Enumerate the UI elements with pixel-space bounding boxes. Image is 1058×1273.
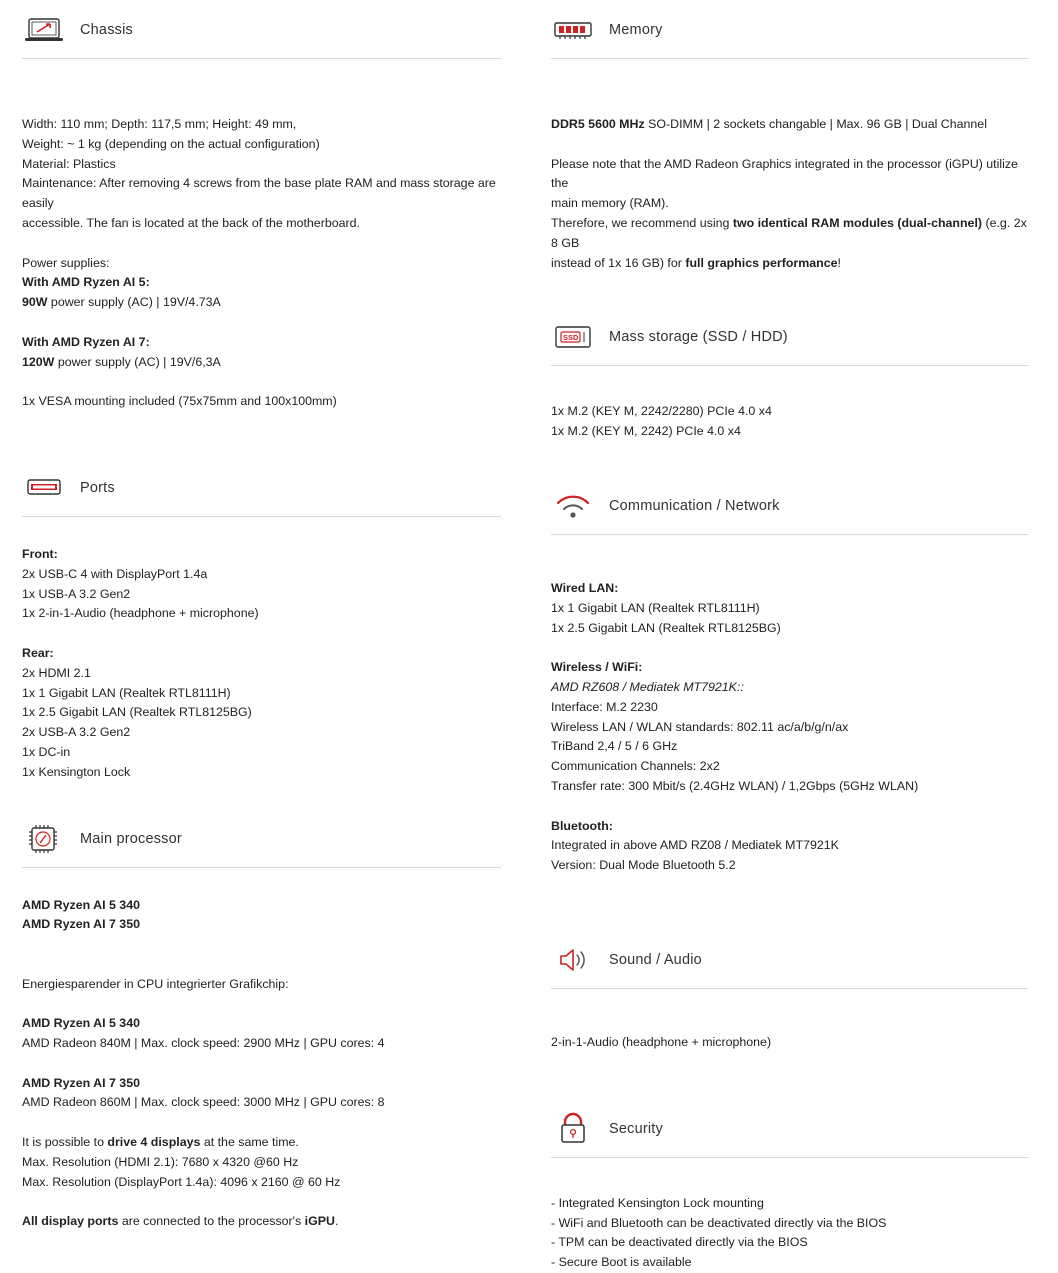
security-header bbox=[551, 1109, 1028, 1158]
chassis-line-4: accessible. The fan is located at the back of the motherboard. bbox=[22, 215, 360, 230]
wireless-2: TriBand 2,4 / 5 / 6 GHz bbox=[551, 739, 678, 754]
section-main-processor bbox=[22, 783, 501, 1233]
memory-note-2: main memory (RAM). bbox=[551, 196, 669, 211]
ps2-rest: power supply (AC) | 19V/6,3A bbox=[54, 354, 221, 369]
audio-title: Sound / Audio bbox=[609, 951, 702, 968]
memory-note-3-pre: Therefore, we recommend using bbox=[551, 215, 733, 230]
section-ports bbox=[22, 412, 501, 783]
right-column bbox=[529, 0, 1058, 1273]
front-port-1: 1x USB-A 3.2 Gen2 bbox=[22, 586, 131, 601]
displays-bold: drive 4 displays bbox=[107, 1135, 201, 1150]
wireless-module-text: AMD RZ608 / Mediatek MT7921K:: bbox=[551, 679, 744, 694]
memory-title: Memory bbox=[609, 22, 663, 38]
ports-title: Ports bbox=[80, 479, 115, 496]
cpu-model-2-text: AMD Ryzen AI 7 350 bbox=[22, 917, 140, 932]
chassis-line-2: Material: Plastics bbox=[22, 156, 116, 171]
ports-note-bold2: iGPU bbox=[304, 1214, 335, 1229]
storage-header bbox=[551, 317, 1028, 366]
displays-note bbox=[22, 1133, 501, 1153]
wifi-icon bbox=[551, 486, 595, 526]
igpu-intro: Energiesparender in CPU integrierter Grafikchip: bbox=[22, 976, 289, 991]
front-port-0: 2x USB-C 4 with DisplayPort 1.4a bbox=[22, 566, 208, 581]
security-line-1: - WiFi and Bluetooth can be deactivated directly via the BIOS bbox=[551, 1215, 887, 1230]
processor-title: Main processor bbox=[80, 830, 182, 847]
gpu-1-text: AMD Radeon 840M | Max. clock speed: 2900 MHz | GPU cores: 4 bbox=[22, 1036, 385, 1051]
storage-body bbox=[551, 402, 1028, 442]
security-line-0: - Integrated Kensington Lock mounting bbox=[551, 1195, 764, 1210]
security-line-3: - Secure Boot is available bbox=[551, 1255, 692, 1270]
section-security bbox=[551, 1053, 1028, 1273]
rear-label-text: Rear: bbox=[22, 645, 54, 660]
speaker-icon bbox=[551, 940, 595, 980]
rear-port-3: 2x USB-A 3.2 Gen2 bbox=[22, 725, 131, 740]
security-title: Security bbox=[609, 1120, 663, 1137]
storage-line-1: 1x M.2 (KEY M, 2242) PCIe 4.0 x4 bbox=[551, 424, 741, 439]
ps2-title-text: With AMD Ryzen AI 7: bbox=[22, 334, 150, 349]
wireless-label-text: Wireless / WiFi: bbox=[551, 660, 643, 675]
memory-note-3 bbox=[551, 214, 1028, 254]
chassis-header bbox=[22, 10, 501, 59]
section-memory bbox=[551, 0, 1028, 273]
cpu-model-1 bbox=[22, 896, 501, 916]
storage-title: Mass storage (SSD / HDD) bbox=[609, 329, 788, 346]
security-line-2: - TPM can be deactivated directly via the BIOS bbox=[551, 1235, 808, 1250]
network-header bbox=[551, 486, 1028, 535]
laptop-icon bbox=[22, 10, 66, 50]
ps1-watt: 90W bbox=[22, 295, 48, 310]
memory-spec bbox=[551, 115, 1028, 135]
bluetooth-label-text: Bluetooth: bbox=[551, 818, 613, 833]
gpu-1-title bbox=[22, 1014, 501, 1034]
rear-port-2: 1x 2.5 Gigabit LAN (Realtek RTL8125BG) bbox=[22, 705, 252, 720]
power-supply-1-detail bbox=[22, 293, 501, 313]
memory-body bbox=[551, 115, 1028, 273]
ssd-icon bbox=[551, 317, 595, 357]
gpu-2-title bbox=[22, 1074, 501, 1094]
chassis-line-0: Width: 110 mm; Depth: 117,5 mm; Height: 49 mm, bbox=[22, 117, 297, 131]
svg-text:SSD: SSD bbox=[563, 333, 579, 343]
chassis-line-1: Weight: ~ 1 kg (depending on the actual configuration) bbox=[22, 136, 320, 151]
displays-post: at the same time. bbox=[200, 1135, 299, 1150]
rear-port-0: 2x HDMI 2.1 bbox=[22, 665, 91, 680]
processor-header bbox=[22, 819, 501, 868]
ps1-rest: power supply (AC) | 19V/4.73A bbox=[47, 295, 221, 310]
memory-note-4-pre: instead of 1x 16 GB) for bbox=[551, 255, 686, 270]
ports-rear-label bbox=[22, 644, 501, 664]
ports-note-mid: are connected to the processor's bbox=[118, 1214, 305, 1229]
memory-note-4-bold: full graphics performance bbox=[685, 255, 838, 270]
memory-header bbox=[551, 10, 1028, 59]
section-mass-storage bbox=[551, 273, 1028, 442]
cpu-model-1-text: AMD Ryzen AI 5 340 bbox=[22, 897, 140, 912]
wired-lan-0: 1x 1 Gigabit LAN (Realtek RTL8111H) bbox=[551, 600, 760, 615]
power-supply-1-title bbox=[22, 273, 501, 293]
power-supplies-label: Power supplies: bbox=[22, 255, 110, 270]
cpu-model-2 bbox=[22, 915, 501, 935]
wireless-1: Wireless LAN / WLAN standards: 802.11 ac/a/b/g/n/ax bbox=[551, 719, 849, 734]
wireless-label bbox=[551, 658, 1028, 678]
chassis-line-3: Maintenance: After removing 4 screws from the base plate RAM and mass storage are easily bbox=[22, 176, 496, 211]
storage-line-0: 1x M.2 (KEY M, 2242/2280) PCIe 4.0 x4 bbox=[551, 404, 772, 419]
wired-lan-label bbox=[551, 579, 1028, 599]
cpu-icon bbox=[22, 819, 66, 859]
section-audio bbox=[551, 876, 1028, 1053]
section-chassis bbox=[22, 0, 501, 412]
memory-note-3-bold: two identical RAM modules (dual-channel) bbox=[732, 215, 983, 230]
wired-lan-label-text: Wired LAN: bbox=[551, 580, 619, 595]
wireless-0: Interface: M.2 2230 bbox=[551, 699, 658, 714]
memory-note-4-post: ! bbox=[837, 255, 841, 270]
memory-note-1: Please note that the AMD Radeon Graphics integrated in the processor (iGPU) utilize the bbox=[551, 156, 1018, 191]
network-body bbox=[551, 579, 1028, 876]
security-body bbox=[551, 1194, 1028, 1273]
ports-icon bbox=[22, 468, 66, 508]
lock-icon bbox=[551, 1109, 595, 1149]
audio-header bbox=[551, 940, 1028, 989]
bluetooth-0: Integrated in above AMD RZ08 / Mediatek MT7921K bbox=[551, 838, 839, 853]
network-title: Communication / Network bbox=[609, 497, 780, 514]
memory-note-3-post: (e.g. 2x 8 GB bbox=[551, 215, 1027, 250]
ports-note-bold1: All display ports bbox=[22, 1214, 119, 1229]
chassis-body bbox=[22, 115, 501, 412]
res-hdmi: Max. Resolution (HDMI 2.1): 7680 x 4320 @60 Hz bbox=[22, 1154, 299, 1169]
memory-spec-bold: DDR5 5600 MHz bbox=[551, 117, 645, 131]
ports-body bbox=[22, 545, 501, 783]
wireless-3: Communication Channels: 2x2 bbox=[551, 759, 720, 774]
rear-port-5: 1x Kensington Lock bbox=[22, 764, 131, 779]
memory-icon bbox=[551, 10, 595, 50]
ps1-title-text: With AMD Ryzen AI 5: bbox=[22, 275, 150, 290]
ports-front-label bbox=[22, 545, 501, 565]
power-supply-2-detail bbox=[22, 353, 501, 373]
gpu-2-title-text: AMD Ryzen AI 7 350 bbox=[22, 1075, 140, 1090]
res-dp: Max. Resolution (DisplayPort 1.4a): 4096 x 2160 @ 60 Hz bbox=[22, 1174, 341, 1189]
front-label-text: Front: bbox=[22, 546, 58, 561]
memory-note-4 bbox=[551, 254, 1028, 274]
bluetooth-label bbox=[551, 817, 1028, 837]
display-ports-note bbox=[22, 1212, 501, 1232]
ps2-watt: 120W bbox=[22, 354, 55, 369]
displays-pre: It is possible to bbox=[22, 1135, 108, 1150]
bluetooth-1: Version: Dual Mode Bluetooth 5.2 bbox=[551, 858, 736, 873]
wired-lan-1: 1x 2.5 Gigabit LAN (Realtek RTL8125BG) bbox=[551, 620, 781, 635]
gpu-2-text: AMD Radeon 860M | Max. clock speed: 3000 MHz | GPU cores: 8 bbox=[22, 1095, 385, 1110]
ports-note-end: . bbox=[334, 1214, 339, 1229]
wireless-module bbox=[551, 678, 1028, 698]
audio-body bbox=[551, 1033, 1028, 1053]
section-network bbox=[551, 442, 1028, 876]
rear-port-1: 1x 1 Gigabit LAN (Realtek RTL8111H) bbox=[22, 685, 231, 700]
front-port-2: 1x 2-in-1-Audio (headphone + microphone) bbox=[22, 606, 259, 621]
rear-port-4: 1x DC-in bbox=[22, 744, 71, 759]
audio-line: 2-in-1-Audio (headphone + microphone) bbox=[551, 1034, 772, 1049]
ports-header bbox=[22, 468, 501, 517]
chassis-title: Chassis bbox=[80, 22, 133, 38]
processor-body bbox=[22, 896, 501, 1233]
vesa-line: 1x VESA mounting included (75x75mm and 100x100mm) bbox=[22, 394, 337, 409]
memory-spec-rest: SO-DIMM | 2 sockets changable | Max. 96 GB | Dual Channel bbox=[644, 117, 987, 131]
power-supply-2-title bbox=[22, 333, 501, 353]
wireless-4: Transfer rate: 300 Mbit/s (2.4GHz WLAN) / 1,2Gbps (5GHz WLAN) bbox=[551, 778, 919, 793]
gpu-1-title-text: AMD Ryzen AI 5 340 bbox=[22, 1016, 140, 1031]
